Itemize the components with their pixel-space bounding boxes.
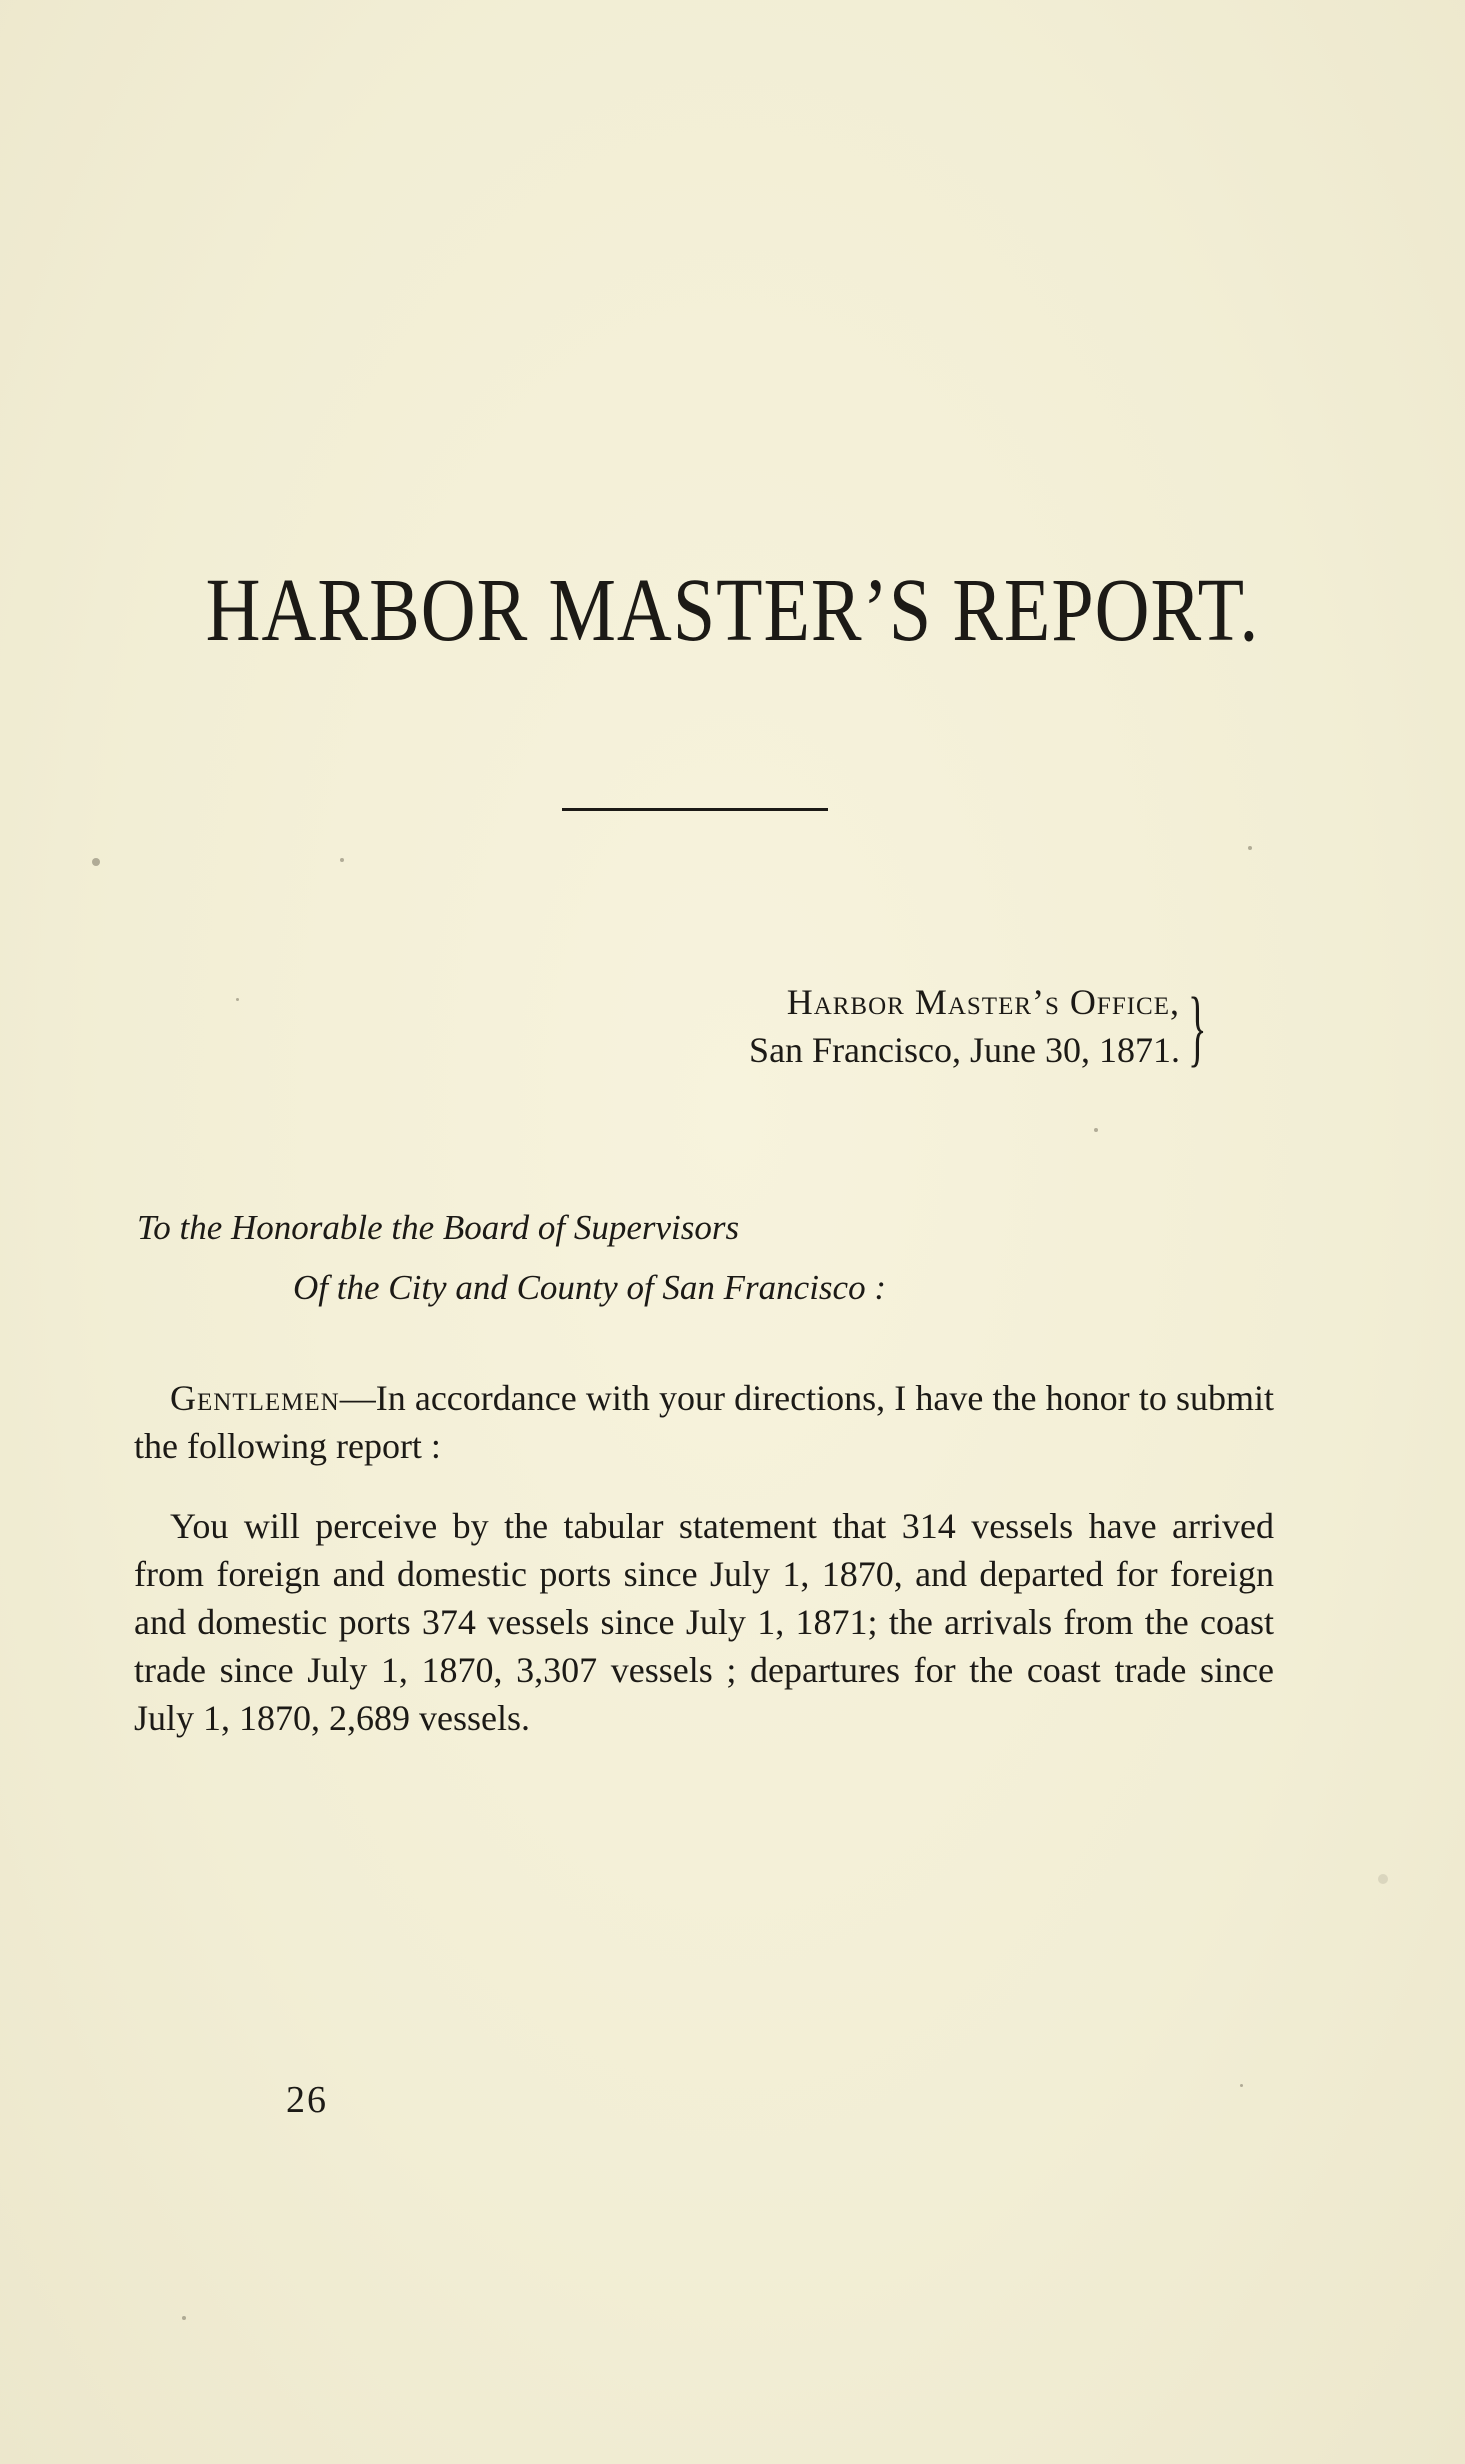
dateline-brace: } (1188, 979, 1207, 1075)
dateline-office: Harbor Master’s Office, (786, 982, 1180, 1022)
paragraph-statement: You will perceive by the tabular statement that 314 vessels have arrived from foreign and domestic ports since July 1, 1870, and departed for foreign and domestic ports 374 vessels since July 1, 1871; the arrivals from the coast trade since July 1, 1870, 3,307 vessels ; departures for the coast trade since July 1, 1870, 2,689 vessels. (134, 1506, 1274, 1738)
paragraph-opening-lead: Gentlemen (170, 1378, 340, 1418)
paper-speck (236, 998, 239, 1001)
dateline (640, 978, 1180, 1074)
paragraph-opening (134, 1374, 1274, 1470)
salutation-line-2: Of the City and County of San Francisco : (293, 1268, 886, 1307)
paper-speck (1240, 2084, 1243, 2087)
page-title: HARBOR MASTER’S REPORT. (205, 561, 1260, 661)
paper-speck (182, 2316, 186, 2320)
dateline-place-date: San Francisco, June 30, 1871. (749, 1030, 1180, 1070)
paper-speck (92, 858, 100, 866)
title-divider (562, 808, 828, 811)
paper-speck (1378, 1874, 1388, 1884)
paper-speck (1094, 1128, 1098, 1132)
paragraph-opening-rest: —In accordance with your directions, I have the honor to submit the following report : (134, 1378, 1274, 1466)
paper-speck (340, 858, 344, 862)
paper-speck (1248, 846, 1252, 850)
salutation-line-1: To the Honorable the Board of Supervisors (137, 1208, 740, 1247)
page-number: 26 (286, 2079, 328, 2121)
